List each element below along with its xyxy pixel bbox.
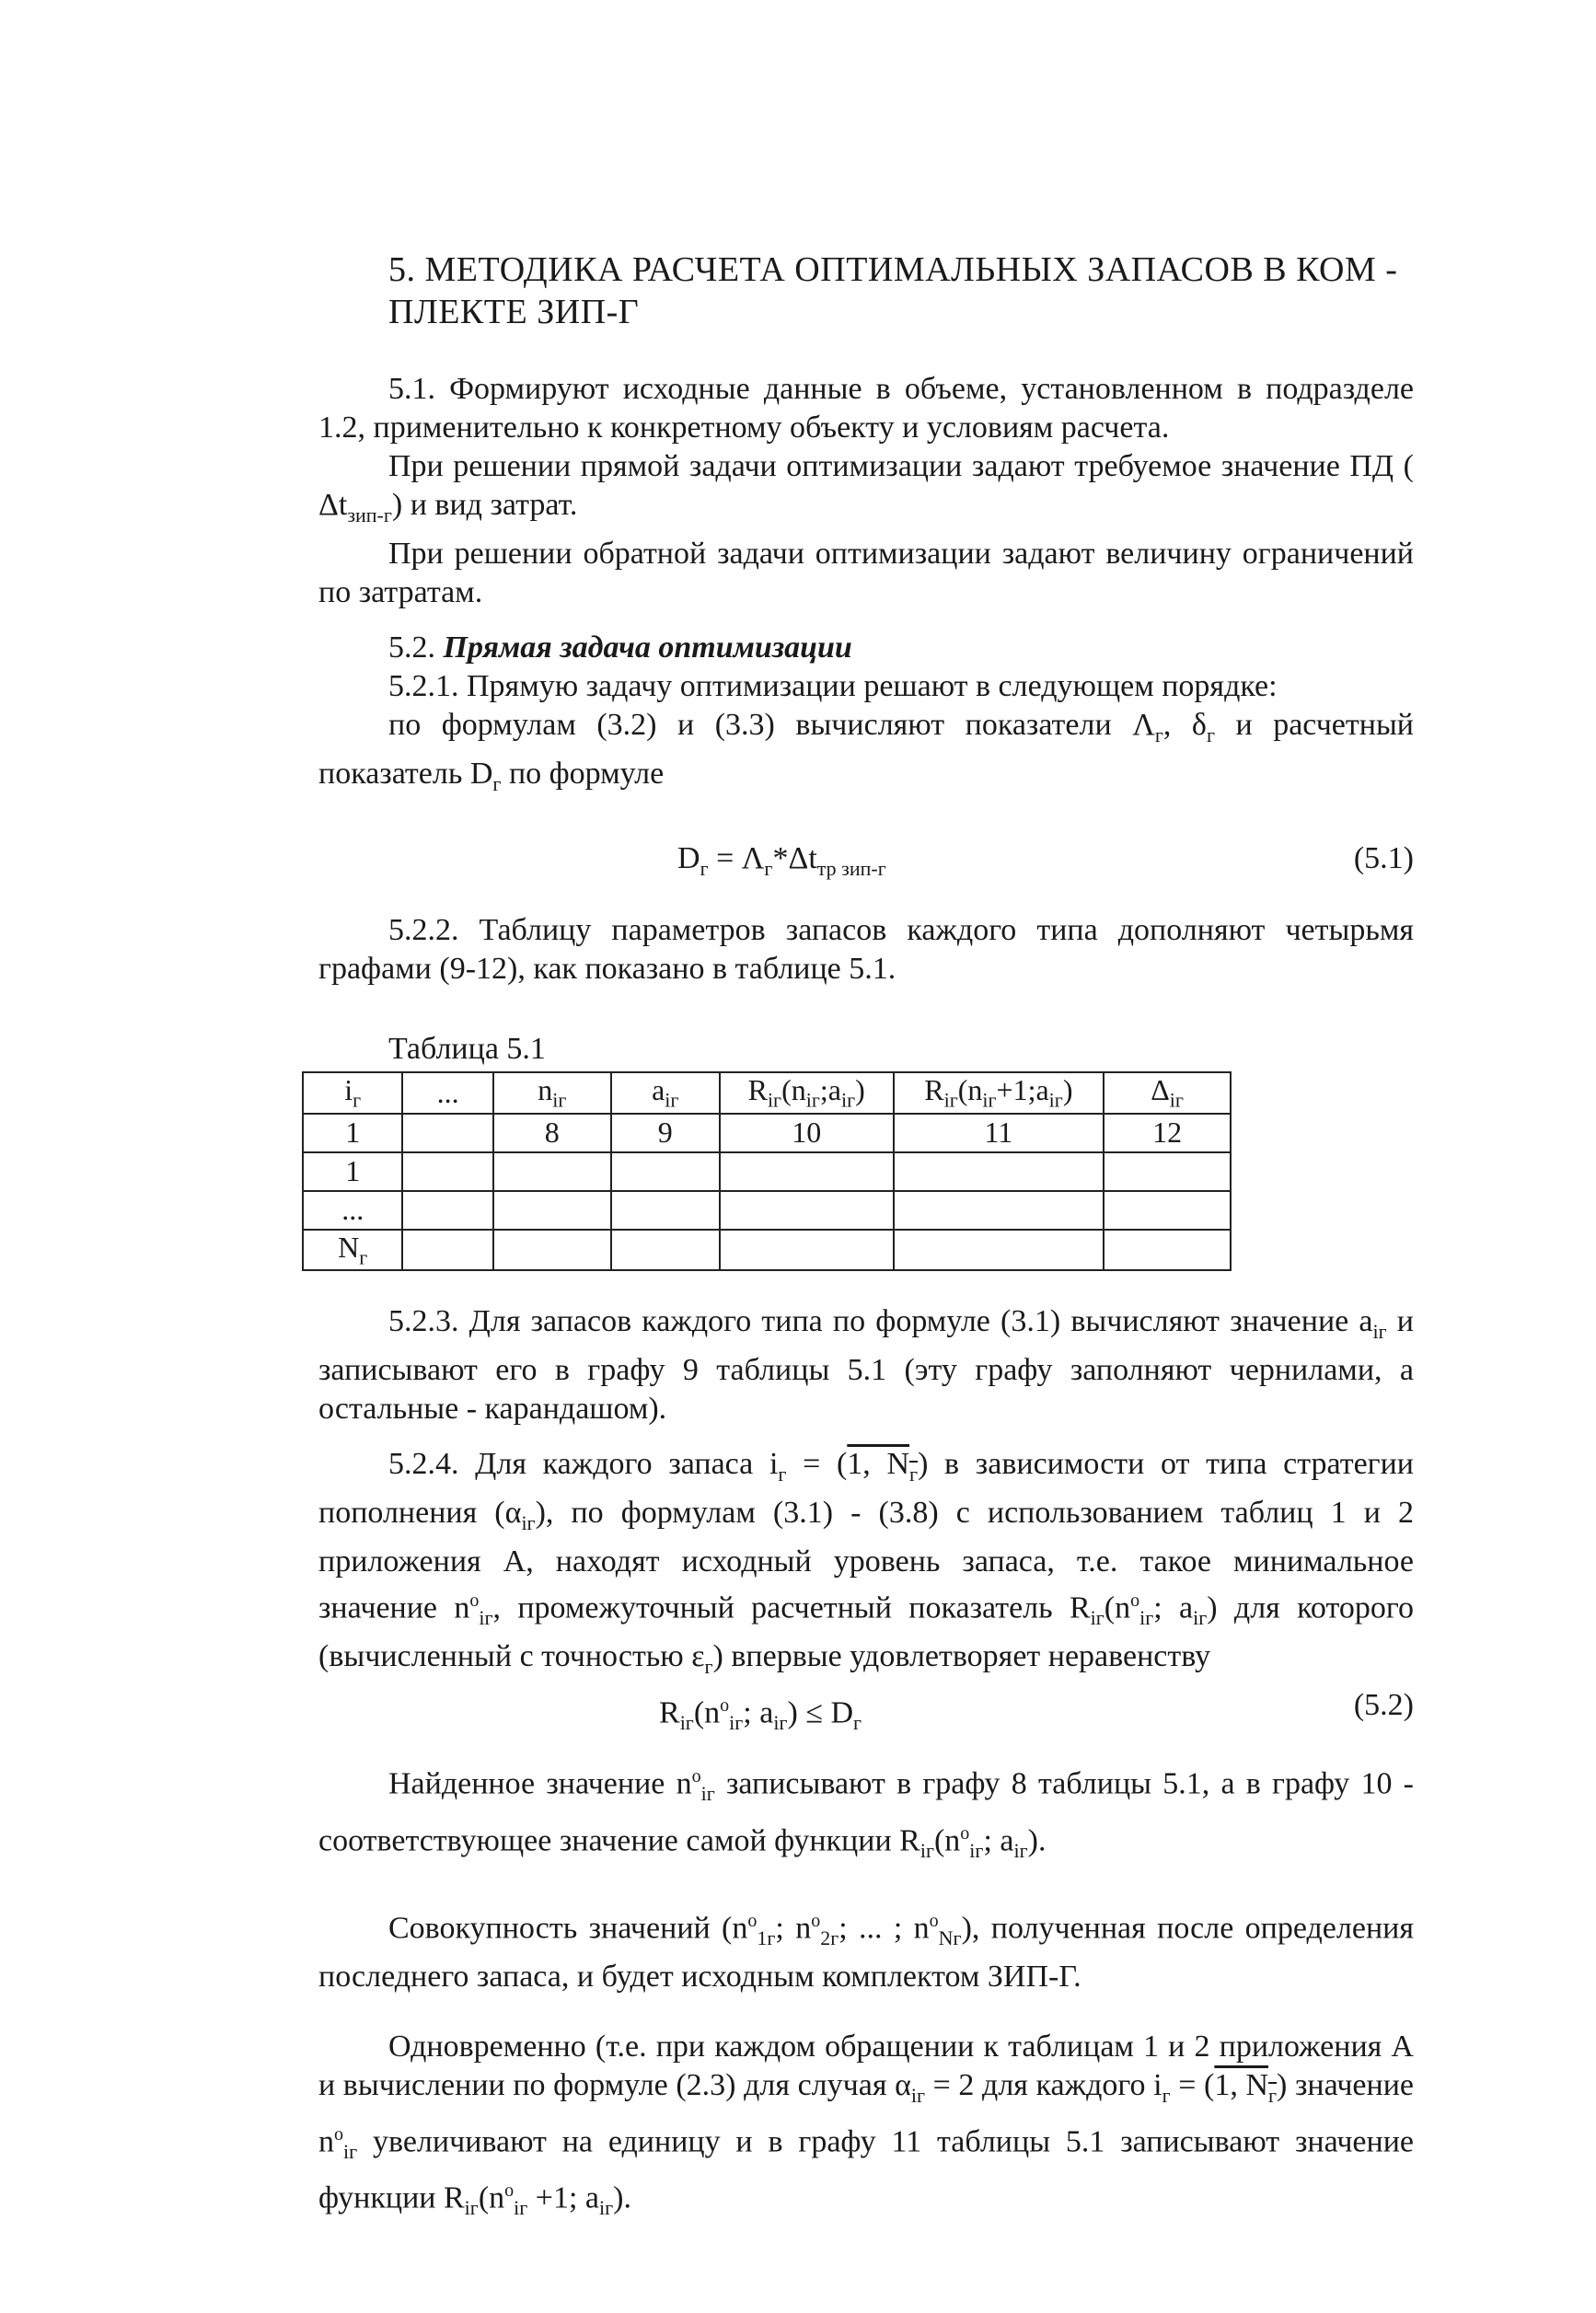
table-cell [1104, 1191, 1231, 1230]
paragraph-5-2-4: 5.2.4. Для каждого запаса $i_г = (1$, $N_г$) в зависимости от типа стратегии пополнения $(\alpha_{iг})$, по формулам (3.1) - (3.8) с использованием таблиц 1 и 2 приложения А, находят исходный уровень запаса, т.е. такое минимальное значение $n^o_{iг}$, промежуточный расчетный показатель $R_{iг}(n^o_{iг}$; $a_{iг}$) для которого (вычисленный с точностью $\varepsilon_г$) впервые удовлетворяет неравенству [318, 1446, 1414, 1678]
table-cell [402, 1191, 492, 1230]
table-cell: 1 [303, 1114, 402, 1152]
paragraph-5-1: 5.1. Формируют исходные данные в объеме, установленном в подразделе 1.2, применительно к конкретному объекту и условиям расчета. [318, 372, 1414, 445]
formula-5-2-number: (5.2) [1353, 1688, 1414, 1723]
table-5-1 [302, 1071, 1232, 1271]
paragraph-direct-task: При решении прямой задачи оптимизации задают требуемое значение ПД ( $\Delta t_{зип-г}$) и вид затрат. [318, 449, 1414, 526]
header-cell-r: $R_{iг}(n_{iг};a_{iг})$ [720, 1072, 894, 1113]
table-row [303, 1230, 1231, 1270]
table-cell [611, 1152, 720, 1191]
table-cell [493, 1152, 611, 1191]
table-cell [894, 1191, 1104, 1230]
paragraph-found-value: Найденное значение $n^o_{iг}$ записывают в графу 8 таблицы 5.1, а в графу 10 - соответствующее значение самой функции $R_{iг}(n^o_{iг}$; $a_{iг}$). [318, 1766, 1414, 1862]
paragraph-value-set: Совокупность значений ($n^o_{1г}$; $n^o_{2г}$; ... ; $n^o_{Nг}$), полученная после определения последнего запаса, и будет исходным комплектом ЗИП-Г. [318, 1910, 1414, 1994]
paragraph-5-2-2: 5.2.2. Таблицу параметров запасов каждого типа дополняют четырьмя графами (9-12), как показано в таблице 5.1. [318, 913, 1414, 987]
section-title [318, 249, 1414, 333]
subsection-5-2-heading: 5.2. Прямая задача оптимизации [388, 630, 852, 665]
paragraph-5-2-1: 5.2.1. Прямую задачу оптимизации решают в следующем порядке: [388, 668, 1278, 703]
table-cell: 12 [1104, 1114, 1231, 1152]
table-cell [1104, 1230, 1231, 1270]
table-cell [493, 1191, 611, 1230]
table-cell: 8 [493, 1114, 611, 1152]
paragraph-inverse-task: При решении обратной задачи оптимизации задают величину ограничений по затратам. [318, 536, 1414, 609]
formula-5-2-expression: $R_{iг}(n^o_{iг}$; $a_{iг}) \le D_г$ [659, 1695, 862, 1735]
table-cell: 11 [894, 1114, 1104, 1152]
table-cell [402, 1230, 492, 1270]
header-cell-a: $a_{iг}$ [611, 1072, 720, 1113]
table-cell [402, 1152, 492, 1191]
table-cell: 10 [720, 1114, 894, 1152]
formula-5-1-expression: $D_г = \Lambda_г*\Delta t_{тр зип-г}$ [677, 841, 886, 881]
header-cell-ellipsis: ... [402, 1072, 492, 1113]
table-row [303, 1191, 1231, 1230]
table-cell [611, 1230, 720, 1270]
title-line-1: 5. МЕТОДИКА РАСЧЕТА ОПТИМАЛЬНЫХ ЗАПАСОВ В КОМ - [388, 250, 1398, 289]
table-cell: 1 [303, 1152, 402, 1191]
table-cell: $N_г$ [303, 1230, 402, 1270]
table-cell: ... [303, 1191, 402, 1230]
paragraph-simultaneously: Одновременно (т.е. при каждом обращении к таблицам 1 и 2 приложения А и вычислении по формуле (2.3) для случая $\alpha_{iг} = 2$ для каждого $i_г = (1$, $N_г$) значение $n^o_{iг}$ увеличивают на единицу и в графу 11 таблицы 5.1 записывают значение функции $R_{iг}(n^o_{iг} +1$; $a_{iг}$). [318, 2029, 1415, 2219]
header-cell-r-plus-one: $R_{iг}(n_{iг}+1;a_{iг})$ [894, 1072, 1104, 1113]
table-cell [720, 1191, 894, 1230]
formula-5-1-number: (5.1) [1353, 841, 1414, 876]
table-header-row [303, 1072, 1231, 1113]
formula-5-2 [318, 1685, 1414, 1735]
table-cell [493, 1230, 611, 1270]
table-cell [611, 1191, 720, 1230]
document-page [318, 249, 1414, 2227]
formula-5-1 [318, 836, 1414, 882]
header-cell-delta: $\Delta_{iг}$ [1104, 1072, 1231, 1113]
table-row [303, 1152, 1231, 1191]
table-cell [720, 1230, 894, 1270]
table-cell: 9 [611, 1114, 720, 1152]
header-cell-i: $i_г$ [303, 1072, 402, 1113]
table-cell [894, 1230, 1104, 1270]
header-cell-n: $n_{iг}$ [493, 1072, 611, 1113]
title-line-2: ПЛЕКТЕ ЗИП-Г [388, 293, 640, 331]
paragraph-5-2-1-formulas: по формулам (3.2) и (3.3) вычисляют показатели $\Lambda_г$, $\delta_г$ и расчетный показатель $D_г$ по формуле [318, 707, 1414, 795]
table-row [303, 1114, 1231, 1152]
table-cell [894, 1152, 1104, 1191]
table-caption: Таблица 5.1 [388, 1032, 546, 1067]
table-cell [720, 1152, 894, 1191]
table-cell [1104, 1152, 1231, 1191]
paragraph-5-2-3: 5.2.3. Для запасов каждого типа по формуле (3.1) вычисляют значение $a_{iг}$ и записывают его в графу 9 таблицы 5.1 (эту графу заполняют чернилами, а остальные - карандашом). [318, 1304, 1414, 1426]
table-cell [402, 1114, 492, 1152]
